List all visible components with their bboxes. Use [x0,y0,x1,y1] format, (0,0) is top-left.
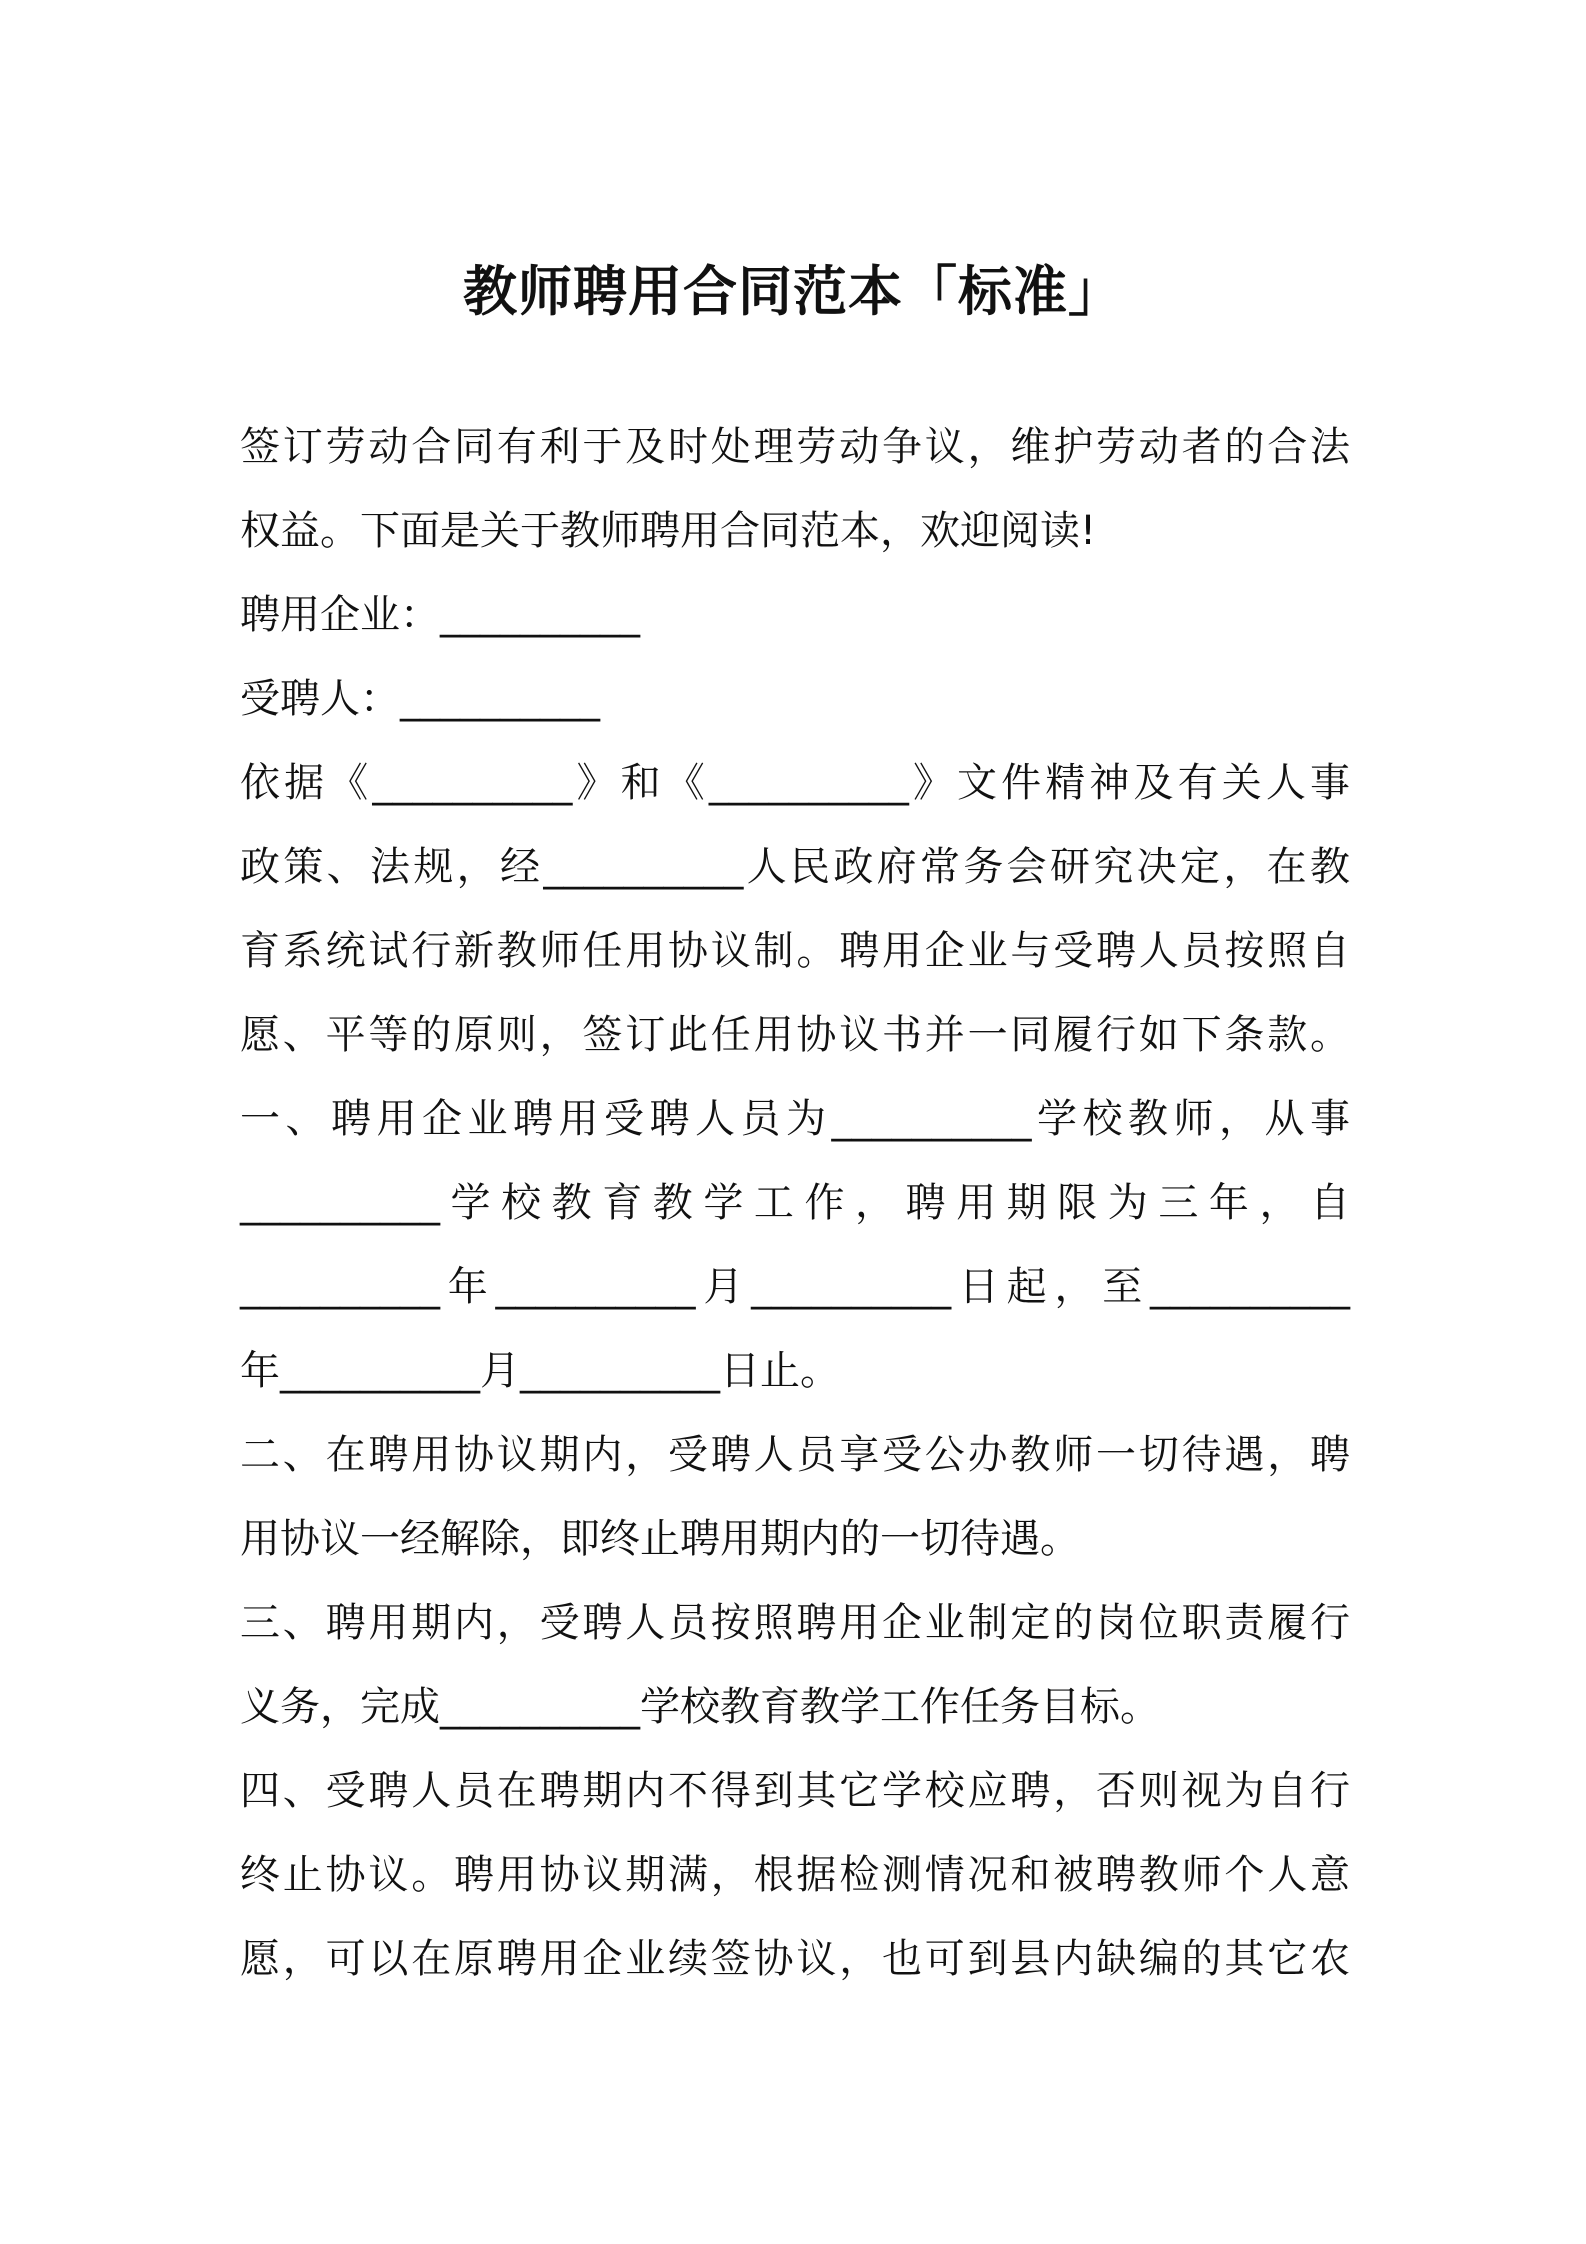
clause-1-line: __________年__________月__________日起，至__________ [240,1264,1350,1310]
body-line: 育系统试行新教师任用协议制。聘用企业与受聘人员按照自 [240,928,1350,974]
clause-4-line: 四、受聘人员在聘期内不得到其它学校应聘，否则视为自行 [240,1768,1350,1814]
body-line: 权益。下面是关于教师聘用合同范本，欢迎阅读! [240,508,1097,554]
document-body [240,405,1350,2001]
document-title: 教师聘用合同范本「标准」 [463,260,1123,323]
body-line: 依据《__________》和《__________》文件精神及有关人事 [240,760,1350,806]
body-line: 愿、平等的原则，签订此任用协议书并一同履行如下条款。 [240,1012,1350,1058]
clause-4-line: 终止协议。聘用协议期满，根据检测情况和被聘教师个人意 [240,1852,1350,1898]
clause-1-line: 年__________月__________日止。 [240,1348,840,1394]
clause-2-line: 用协议一经解除，即终止聘用期内的一切待遇。 [240,1516,1080,1562]
body-line: 签订劳动合同有利于及时处理劳动争议，维护劳动者的合法 [240,424,1350,470]
clause-4-line: 愿，可以在原聘用企业续签协议，也可到县内缺编的其它农 [240,1936,1350,1982]
clause-1-line: 一、聘用企业聘用受聘人员为__________学校教师，从事 [240,1096,1350,1142]
employee-field-line: 受聘人：__________ [240,676,600,722]
clause-3-line: 三、聘用期内，受聘人员按照聘用企业制定的岗位职责履行 [240,1600,1350,1646]
body-line: 政策、法规，经__________人民政府常务会研究决定，在教 [240,844,1350,890]
clause-1-line: __________学校教育教学工作，聘用期限为三年，自 [240,1180,1350,1226]
clause-2-line: 二、在聘用协议期内，受聘人员享受公办教师一切待遇，聘 [240,1432,1350,1478]
clause-3-line: 义务，完成__________学校教育教学工作任务目标。 [240,1684,1160,1730]
employer-field-line: 聘用企业：__________ [240,592,640,638]
